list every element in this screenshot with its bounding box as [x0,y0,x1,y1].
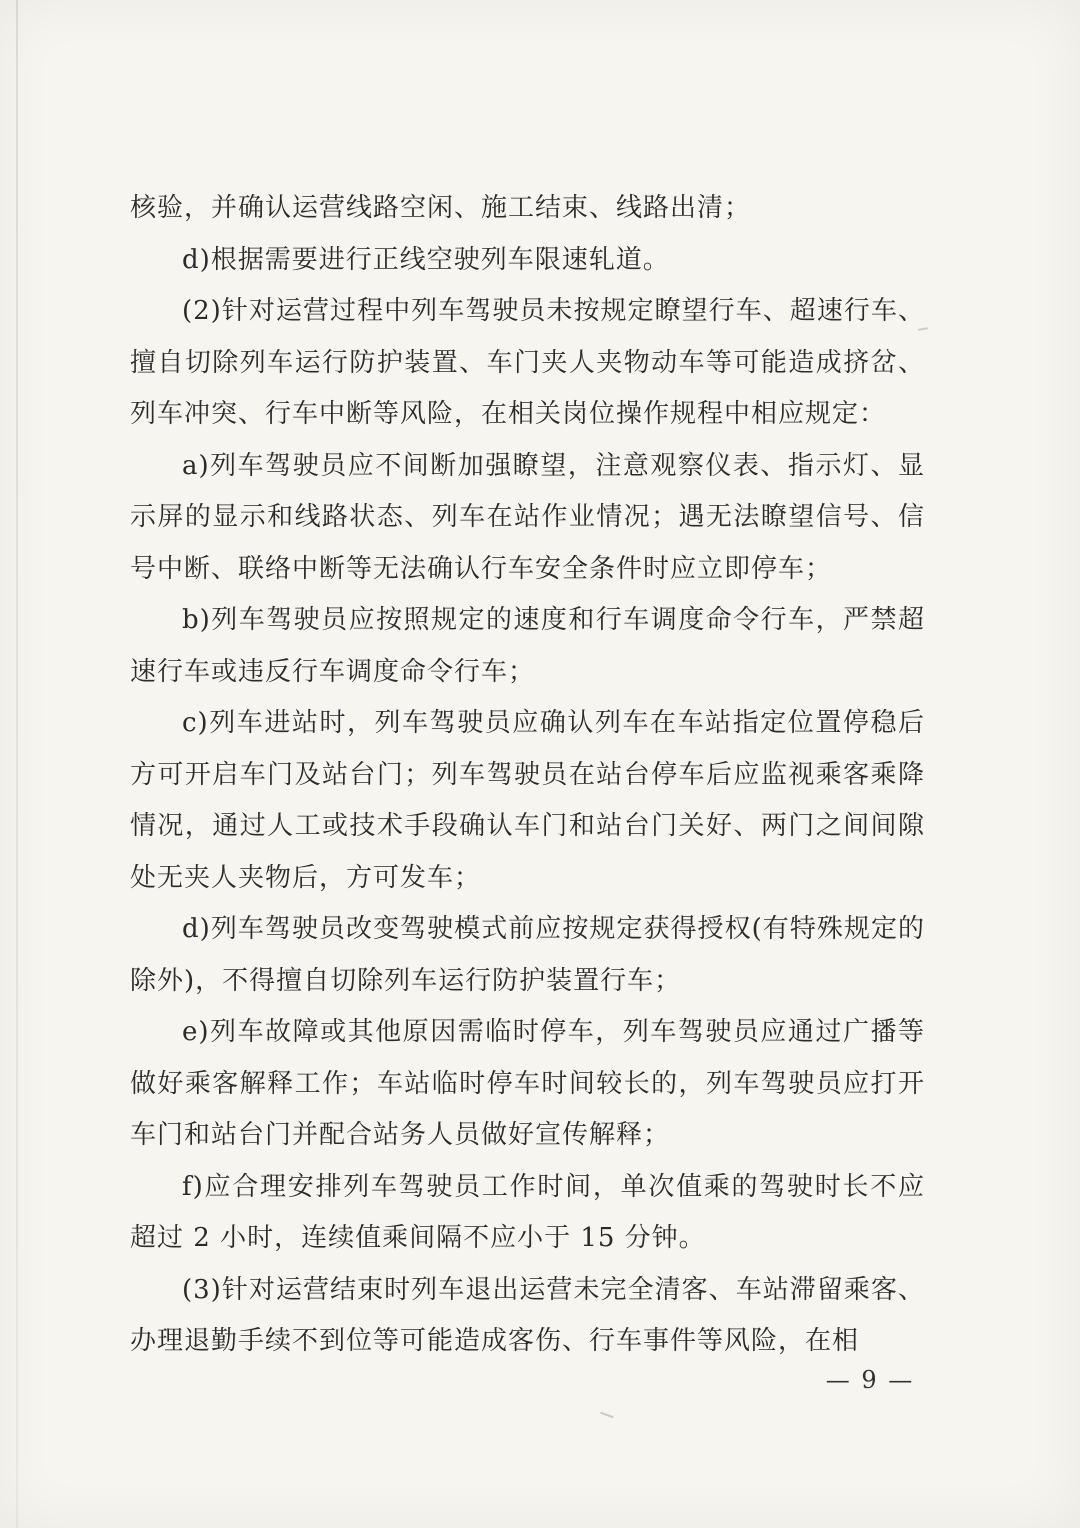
document-body [130,183,925,1368]
paragraph-item-d: d)列车驾驶员改变驾驶模式前应按规定获得授权(有特殊规定的除外)，不得擅自切除列车运行防护装置行车； [130,914,925,996]
page-number: — 9 — [825,1366,915,1394]
paragraph-item-b: b)列车驾驶员应按照规定的速度和行车调度命令行车，严禁超速行车或违反行车调度命令行车； [130,605,925,687]
paragraph-item-d-speed-limit: d)根据需要进行正线空驶列车限速轧道。 [182,244,670,275]
scan-edge [16,0,18,1528]
paragraph-item-e: e)列车故障或其他原因需临时停车，列车驾驶员应通过广播等做好乘客解释工作；车站临时停车时间较长的，列车驾驶员应打开车门和站台门并配合站务人员做好宣传解释； [130,1017,925,1150]
paragraph-item-f: f)应合理安排列车驾驶员工作时间，单次值乘的驾驶时长不应超过 2 小时，连续值乘间隔不应小于 15 分钟。 [130,1171,925,1253]
paragraph-section-2: (2)针对运营过程中列车驾驶员未按规定瞭望行车、超速行车、擅自切除列车运行防护装置、车门夹人夹物动车等可能造成挤岔、列车冲突、行车中断等风险，在相关岗位操作规程中相应规定： [130,296,925,429]
paragraph-continuation: 核验，并确认运营线路空闲、施工结束、线路出清； [130,193,752,223]
paragraph-item-a: a)列车驾驶员应不间断加强瞭望，注意观察仪表、指示灯、显示屏的显示和线路状态、列车在站作业情况；遇无法瞭望信号、信号中断、联络中断等无法确认行车安全条件时应立即停车； [130,450,925,584]
paragraph-item-c: c)列车进站时，列车驾驶员应确认列车在车站指定位置停稳后方可开启车门及站台门；列车驾驶员在站台停车后应监视乘客乘降情况，通过人工或技术手段确认车门和站台门关好、两门之间间隙处无夹人夹物后，方可发车； [130,708,925,893]
paragraph-section-3: (3)针对运营结束时列车退出运营未完全清客、车站滞留乘客、办理退勤手续不到位等可能造成客伤、行车事件等风险，在相 [130,1274,925,1356]
scan-speck [600,1412,614,1419]
